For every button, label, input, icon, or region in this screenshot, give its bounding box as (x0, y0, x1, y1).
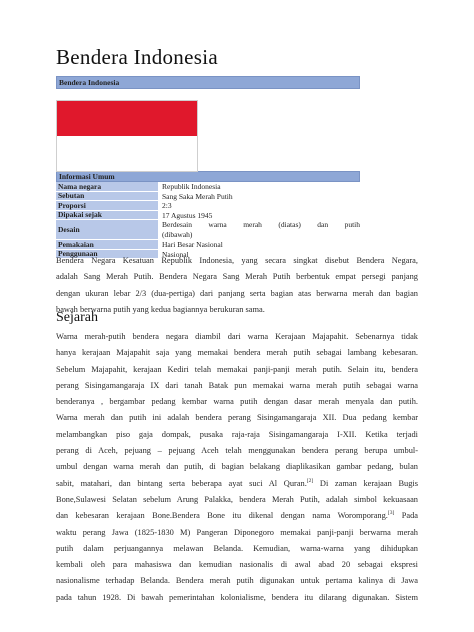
paragraph-line (56, 508, 418, 524)
infobox-section-title: Informasi Umum (56, 171, 360, 182)
infobox-key: Nama negara (56, 182, 158, 192)
infobox-value (158, 220, 360, 240)
infobox-value: 2:3 (162, 201, 172, 210)
line-text: sabit, matahari, dan bintang serta beberapa ayat suci Al Quran. (56, 478, 307, 488)
infobox-value: Nasional (162, 249, 189, 259)
flag-white-stripe (57, 136, 197, 171)
line-text: Pada (394, 511, 419, 521)
infobox-row (56, 240, 360, 250)
infobox-key: Sebutan (56, 192, 158, 202)
infobox-value: Sang Saka Merah Putih (162, 191, 233, 201)
footnote-link[interactable]: [3] (387, 510, 395, 517)
paragraph-line: Bone,Sulawesi Selatan sebelum Arung Palakka, bendera Merah Putih, adalah simbol kekuasaan (56, 494, 418, 504)
paragraph-line: nasionalisme terhadap Belanda. Bendera merah putih digunakan untuk pertama kalinya di Jawa (56, 576, 418, 586)
paragraph-line: benderanya , bergambar pedang kembar warna putih dengan dasar merah menyala dan putih. (56, 397, 418, 407)
infobox-value-line: (dibawah) (162, 230, 193, 239)
paragraph-line: Warna merah-putih bendera negara diambil dari warna Kerajaan Majapahit. Sebenarnya tidak (56, 332, 418, 341)
paragraph-line: bawah berwarna putih yang kedua bagiannya berukuran sama. (56, 304, 265, 314)
infobox-value: Republik Indonesia (162, 182, 221, 191)
paragraph-line: hanya kerajaan Majapahit saja yang memakai bendera merah putih sebagai lambang kebesaran. (56, 348, 418, 358)
section-heading: Sejarah (56, 310, 98, 325)
flag-area (56, 89, 360, 171)
infobox-key: Desain (56, 220, 158, 240)
flag-image (56, 100, 198, 172)
infobox-key: Pemakaian (56, 240, 158, 250)
infobox-value: 17 Agustus 1945 (162, 210, 213, 220)
paragraph-line: putih dalam perjuangannya melawan Belanda. Kemudian, warna-warna yang dihidupkan (56, 543, 418, 553)
infobox-key: Penggunaan (56, 250, 158, 260)
flag-red-stripe (57, 101, 197, 136)
infobox-row (56, 211, 360, 221)
paragraph-line: perang di Aceh, pejuang – pejuang Aceh telah menggunakan bendera perang berupa umbul- (56, 446, 418, 456)
infobox-key: Proporsi (56, 201, 158, 211)
paragraph-line: adalah Sang Merah Putih. Bendera Negara Sang Merah Putih berbentuk empat persegi panjang (56, 272, 418, 282)
paragraph-line: waktu perang Jawa (1825-1830 M) Pangeran Diponegoro memakai panji-panji berwarna merah (56, 527, 418, 537)
infobox-row (56, 220, 360, 240)
infobox-value-line: Berdesain warna merah (diatas) dan putih (162, 220, 360, 229)
intro-paragraph (56, 253, 418, 318)
paragraph-line: perang Sisingamangaraja IX dari tanah Batak pun memakai warna merah putih sebagai warna (56, 380, 418, 390)
infobox-value: Hari Besar Nasional (162, 240, 223, 249)
paragraph-line: melambangkan piso gaja dompak, pusaka raja-raja Sisingamangaraja I-XII. Ketika terjadi (56, 429, 418, 439)
line-text: dan kebesaran kerajaan Bone.Bendera Bone itu dikenal dengan nama Woromporang. (56, 511, 388, 521)
footnote-link[interactable]: [2] (306, 477, 314, 484)
infobox-row (56, 192, 360, 202)
paragraph-line: Bendera Negara Kesatuan Republik Indonesia, yang secara singkat disebut Bendera Negara, (56, 256, 418, 265)
paragraph-line: Sebelum Majapahit, kerajaan Kediri telah memakai panji-panji merah putih. Selain itu, bendera (56, 364, 418, 374)
infobox (56, 76, 360, 259)
infobox-header: Bendera Indonesia (56, 76, 360, 89)
line-text: Di zaman kerajaan Bugis (313, 478, 419, 488)
paragraph-line: Warna merah dan putih ini adalah bendera perang Sisingamangaraja XII. Dua pedang kembar (56, 413, 418, 423)
paragraph-line: dengan ukuran lebar 2/3 (dua-pertiga) dari panjang serta bagian atas berwarna merah dan bagian (56, 288, 418, 298)
paragraph-line: pada tahun 1928. Di bawah pemerintahan kolonialisme, bendera itu dilarang digunakan. Sistem (56, 592, 418, 602)
infobox-row (56, 182, 360, 192)
page-title: Bendera Indonesia (56, 45, 218, 69)
paragraph-line (56, 476, 418, 492)
infobox-key: Dipakai sejak (56, 211, 158, 221)
sejarah-paragraph (56, 329, 418, 606)
paragraph-line: kembali oleh para mahasiswa dan kemudian nasionalis di awal abad 20 sebagai ekspresi (56, 560, 418, 570)
paragraph-line: umbul dengan warna merah dan putih, di bagian belakang diaplikasikan gambar pedang, bulan (56, 462, 418, 472)
